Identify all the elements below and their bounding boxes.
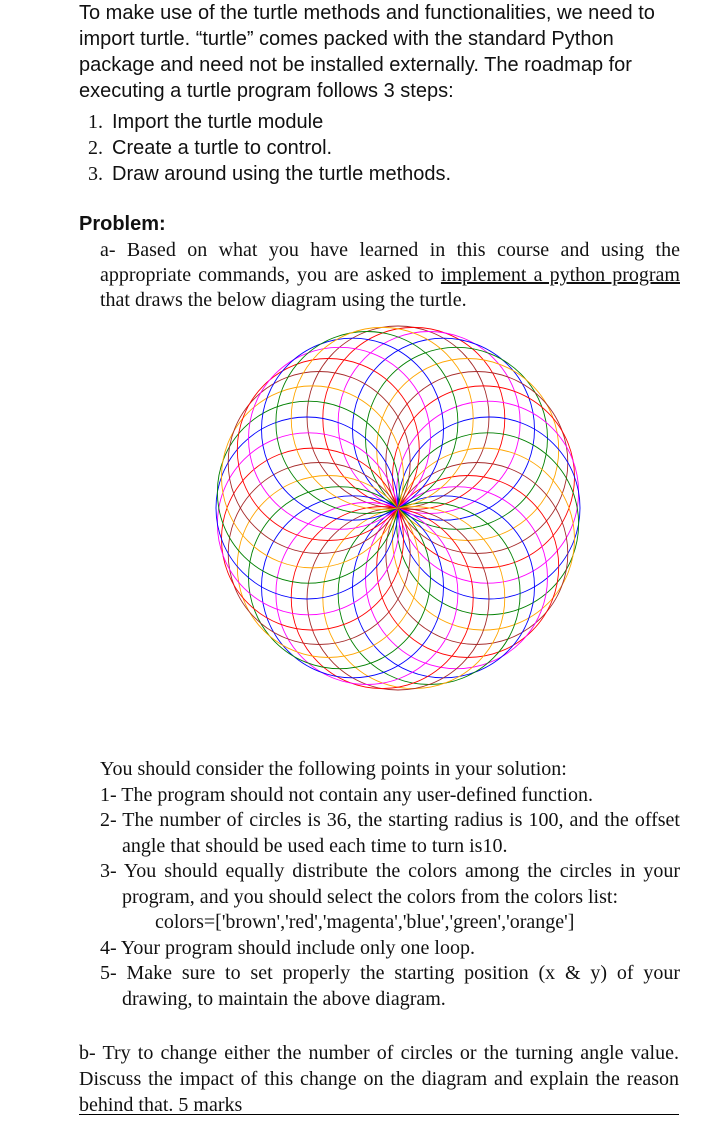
consideration-item: 5- Make sure to set properly the starting position (x & y) of your drawing, to maintain the above diagram. — [100, 962, 680, 1010]
intro-paragraph: To make use of the turtle methods and functionalities, we need to import turtle. “turtle” comes packed with the standard Python package and need not be installed externally. The roadmap for executing a turtle program follows 3 steps: — [79, 2, 655, 102]
consideration-item: 2- The number of circles is 36, the starting radius is 100, and the offset angle that should be used each time to turn is10. — [100, 809, 680, 857]
step-text: Import the turtle module — [112, 111, 324, 133]
step-text: Create a turtle to control. — [112, 137, 333, 159]
step-text: Draw around using the turtle methods. — [112, 163, 452, 185]
problem-heading: Problem: — [79, 213, 166, 235]
step-number: 2. — [88, 137, 103, 159]
step-number: 1. — [88, 111, 103, 133]
part-b-question: b- Try to change either the number of circles or the turning angle value. Discuss the impact of this change on the diagram and explain the reason behind that. 5 marks — [79, 1042, 679, 1116]
step-item — [88, 109, 688, 135]
considerations-intro: You should consider the following points in your solution: — [100, 758, 567, 780]
colors-list-code: colors=['brown','red','magenta','blue','green','orange'] — [155, 911, 575, 933]
steps-list — [88, 109, 688, 187]
turtle-circles-diagram — [210, 320, 585, 695]
part-a-question — [100, 238, 680, 313]
step-number: 3. — [88, 163, 103, 185]
part-a-prefix: a- Based on what you have learned in this course and using the appropriate commands, you are asked to — [100, 239, 680, 286]
part-a-underlined: implement a python program — [440, 264, 680, 286]
consideration-item: 4- Your program should include only one loop. — [100, 936, 475, 959]
step-item — [88, 135, 688, 161]
consideration-item: 1- The program should not contain any user-defined function. — [100, 783, 593, 806]
step-item — [88, 161, 688, 187]
part-a-suffix: that draws the below diagram using the turtle. — [100, 289, 467, 311]
consideration-item: 3- You should equally distribute the colors among the circles in your program, and you should select the colors from the colors list: — [100, 860, 680, 908]
considerations-list — [100, 757, 680, 1012]
bottom-divider — [79, 1114, 679, 1115]
